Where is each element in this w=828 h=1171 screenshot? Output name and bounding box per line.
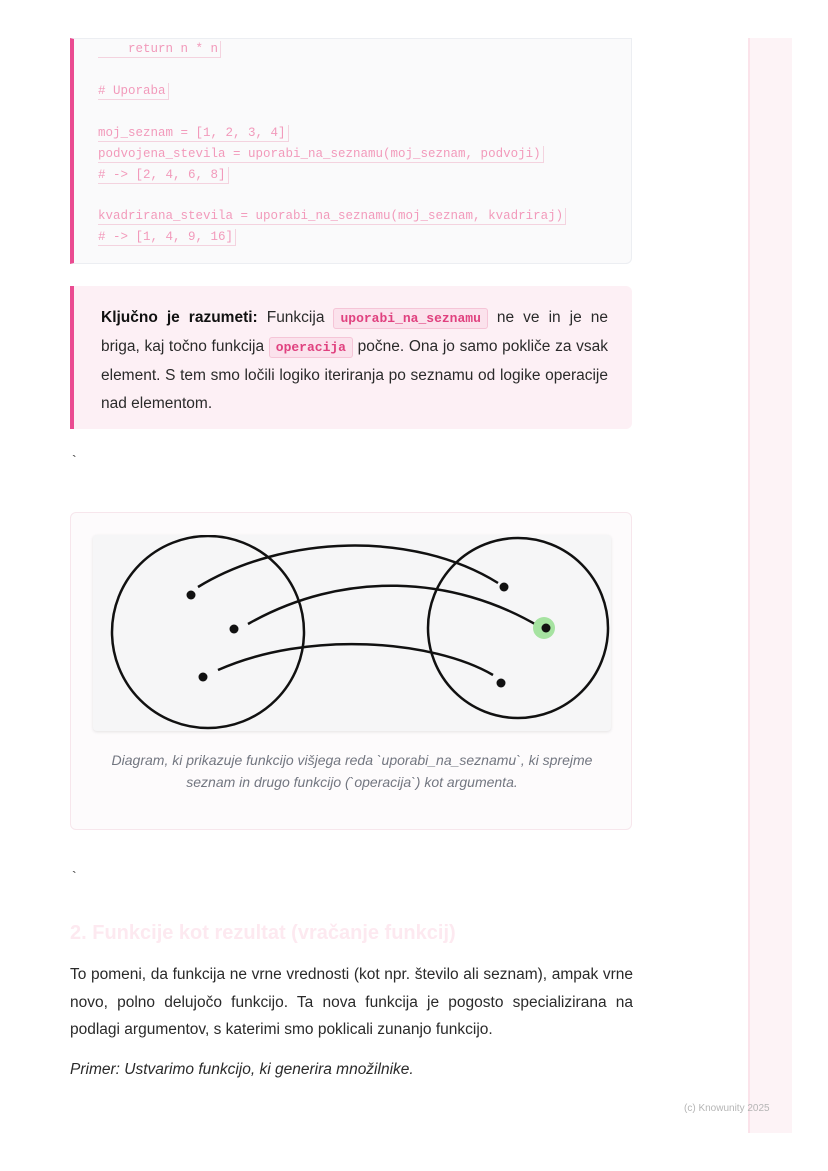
callout-text: ne ve in je ne briga, kaj točno funkcija (101, 309, 608, 355)
stray-backtick: ` (72, 452, 77, 468)
code-line: return n * n (98, 41, 221, 58)
stray-backtick: ` (72, 868, 77, 884)
domain-point (230, 625, 239, 634)
code-line: # -> [1, 4, 9, 16] (98, 229, 236, 246)
callout-text: počne. Ona jo samo pokliče za vsak element. S tem smo ločili logiko iteriranja po seznamu od logike operacije nad elementom. (101, 338, 608, 412)
right-sidebar (748, 38, 792, 1133)
code-line: # Uporaba (98, 83, 169, 100)
domain-circle (112, 536, 304, 728)
callout-text: Funkcija (257, 309, 334, 326)
section-heading: 2. Funkcije kot rezultat (vračanje funkcij) (70, 922, 456, 944)
codomain-point (497, 679, 506, 688)
figure-caption: Diagram, ki prikazuje funkcijo višjega reda `uporabi_na_seznamu`, ki sprejme seznam in drugo funkcijo (`operacija`) kot argumenta. (111, 752, 593, 790)
codomain-point (500, 583, 509, 592)
code-line: podvojena_stevila = uporabi_na_seznamu(moj_seznam, podvoji) (98, 146, 544, 163)
mapping-arrow (218, 644, 493, 675)
body-paragraph: To pomeni, da funkcija ne vrne vrednosti (kot npr. število ali seznam), ampak vrne novo, polno delujočo funkcijo. Ta nova funkcija je pogosto specializirana na podlagi argumentov, s katerimi smo poklicali zunanjo funkcijo. (70, 966, 633, 1038)
mapping-arrow (248, 586, 540, 627)
callout-label: Ključno je razumeti: (101, 309, 258, 326)
figure-card (70, 512, 632, 830)
mapping-diagram-svg (93, 535, 611, 731)
domain-point (199, 673, 208, 682)
domain-point (187, 591, 196, 600)
codomain-circle (428, 538, 608, 718)
code-block (70, 38, 632, 264)
code-line: moj_seznam = [1, 2, 3, 4] (98, 125, 289, 142)
footer-copyright: (c) Knowunity 2025 (684, 1103, 770, 1114)
codomain-point (542, 624, 551, 633)
example-paragraph: Primer: Ustvarimo funkcijo, ki generira množilnike. (70, 1061, 414, 1078)
diagram (93, 535, 611, 731)
key-insight-callout (70, 286, 632, 429)
code-line: # -> [2, 4, 6, 8] (98, 167, 229, 184)
inline-code-operacija: operacija (269, 337, 353, 358)
code-line: kvadrirana_stevila = uporabi_na_seznamu(moj_seznam, kvadriraj) (98, 208, 566, 225)
inline-code-uporabi: uporabi_na_seznamu (333, 308, 487, 329)
